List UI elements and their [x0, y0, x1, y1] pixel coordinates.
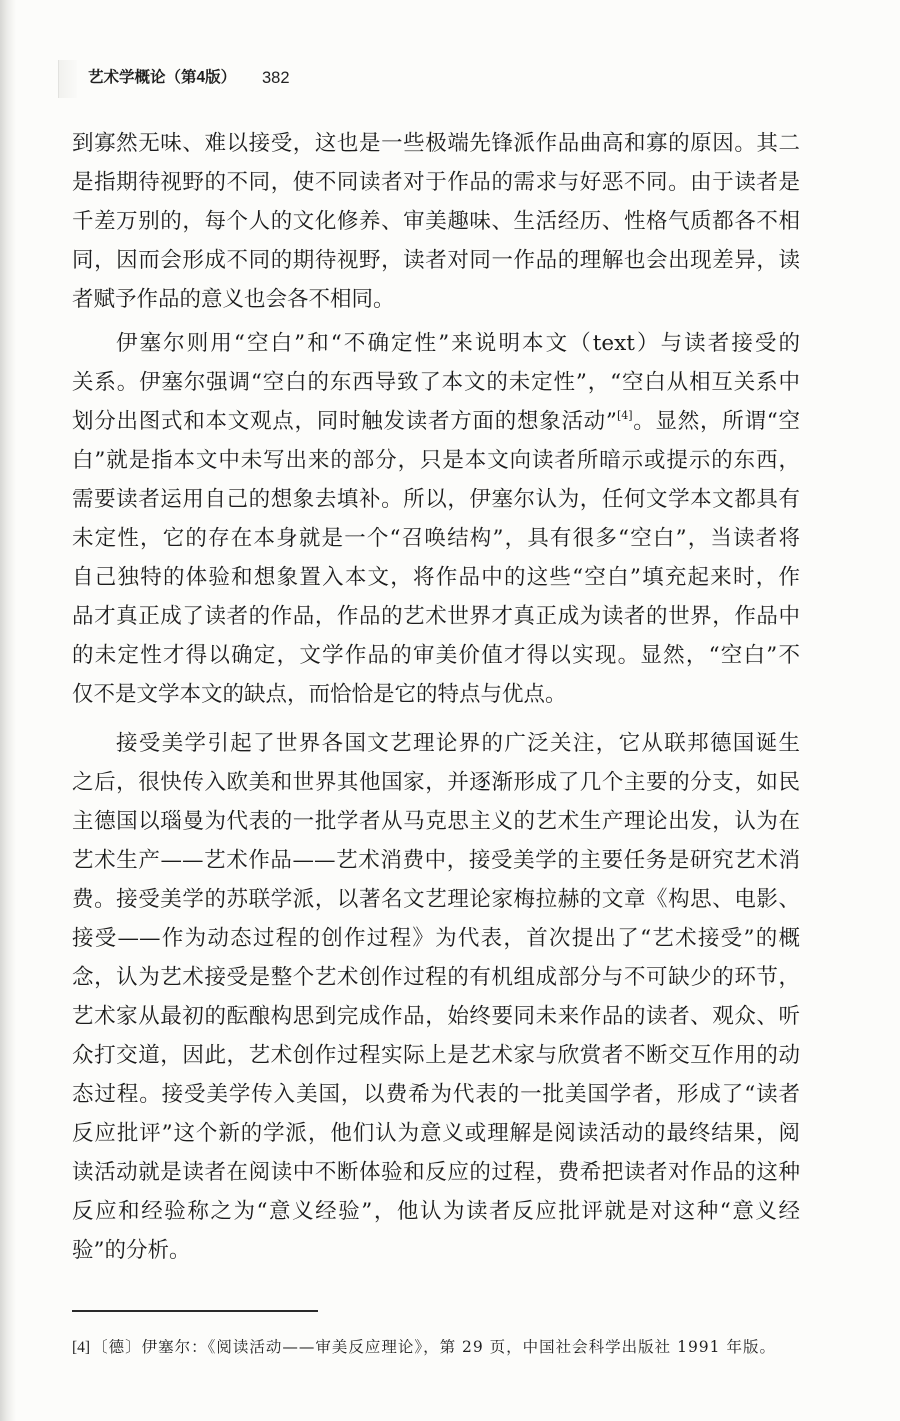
text-line: 伊塞尔则用“空白”和“不确定性”来说明本文（text）与读者接受的 [116, 330, 800, 356]
text-line: 接受——作为动态过程的创作过程》为代表，首次提出了“艺术接受”的概 [72, 925, 800, 951]
page-edge-shadow [0, 0, 16, 1421]
paragraph [72, 724, 800, 1270]
footnote-marker: [4] [72, 1339, 91, 1356]
text-line: 艺术家从最初的酝酿构思到完成作品，始终要同未来作品的读者、观众、听 [72, 1003, 800, 1029]
footnote [72, 1335, 792, 1359]
text-line: 仅不是文学本文的缺点，而恰恰是它的特点与优点。 [72, 681, 567, 707]
text-segment: 划分出图式和本文观点，同时触发读者方面的想象活动” [72, 408, 617, 434]
body-text [72, 124, 800, 1270]
text-segment: 。显然，所谓“空 [632, 408, 801, 434]
text-line: 验”的分析。 [72, 1237, 191, 1263]
page-number: 382 [262, 69, 290, 87]
text-line: 白”就是指本文中未写出来的部分，只是本文向读者所暗示或提示的东西， [72, 447, 800, 473]
footnote-text: 〔德〕伊塞尔：《阅读活动——审美反应理论》，第 29 页，中国社会科学出版社 1991 年版。 [92, 1338, 776, 1356]
text-line: 众打交道，因此，艺术创作过程实际上是艺术家与欣赏者不断交互作用的动 [72, 1042, 800, 1068]
text-line: 品才真正成了读者的作品，作品的艺术世界才真正成为读者的世界，作品中 [72, 603, 800, 629]
text-line: 反应批评”这个新的学派，他们认为意义或理解是阅读活动的最终结果，阅 [72, 1120, 800, 1146]
footnote-divider [72, 1310, 318, 1312]
footnote-reference: [4] [616, 408, 633, 422]
text-line: 的未定性才得以确定，文学作品的审美价值才得以实现。显然，“空白”不 [72, 642, 800, 668]
text-line: 之后，很快传入欧美和世界其他国家，并逐渐形成了几个主要的分支，如民 [72, 769, 800, 795]
paragraph [72, 324, 800, 714]
text-line: 读活动就是读者在阅读中不断体验和反应的过程，费希把读者对作品的这种 [72, 1159, 800, 1185]
text-line: 艺术生产——艺术作品——艺术消费中，接受美学的主要任务是研究艺术消 [72, 847, 800, 873]
text-line: 反应和经验称之为“意义经验”，他认为读者反应批评就是对这种“意义经 [72, 1198, 800, 1224]
text-line: 关系。伊塞尔强调“空白的东西导致了本文的未定性”，“空白从相互关系中 [72, 369, 800, 395]
text-line: 是指期待视野的不同，使不同读者对于作品的需求与好恶不同。由于读者是 [72, 170, 800, 195]
text-line: 者赋予作品的意义也会各不相同。 [72, 287, 395, 312]
text-line: 主德国以瑙曼为代表的一批学者从马克思主义的艺术生产理论出发，认为在 [72, 808, 800, 834]
paragraph [72, 124, 800, 319]
text-line: 需要读者运用自己的想象去填补。所以，伊塞尔认为，任何文学本文都具有 [72, 486, 800, 512]
text-line: 到寡然无味、难以接受，这也是一些极端先锋派作品曲高和寡的原因。其二 [72, 131, 800, 156]
text-line: 念，认为艺术接受是整个艺术创作过程的有机组成部分与不可缺少的环节， [72, 964, 800, 990]
text-line [72, 402, 800, 441]
text-line: 费。接受美学的苏联学派，以著名文艺理论家梅拉赫的文章《构思、电影、 [72, 886, 800, 912]
text-line: 千差万别的，每个人的文化修养、审美趣味、生活经历、性格气质都各不相 [72, 209, 800, 234]
text-line: 接受美学引起了世界各国文艺理论界的广泛关注，它从联邦德国诞生 [116, 730, 800, 756]
text-line: 未定性，它的存在本身就是一个“召唤结构”，具有很多“空白”，当读者将 [72, 525, 800, 551]
text-line: 态过程。接受美学传入美国，以费希为代表的一批美国学者，形成了“读者 [72, 1081, 800, 1107]
text-line: 同，因而会形成不同的期待视野，读者对同一作品的理解也会出现差异，读 [72, 248, 800, 273]
running-head-title: 艺术学概论（第4版） [88, 69, 237, 86]
header-margin-mark [58, 60, 77, 98]
text-line: 自己独特的体验和想象置入本文，将作品中的这些“空白”填充起来时，作 [72, 564, 800, 590]
